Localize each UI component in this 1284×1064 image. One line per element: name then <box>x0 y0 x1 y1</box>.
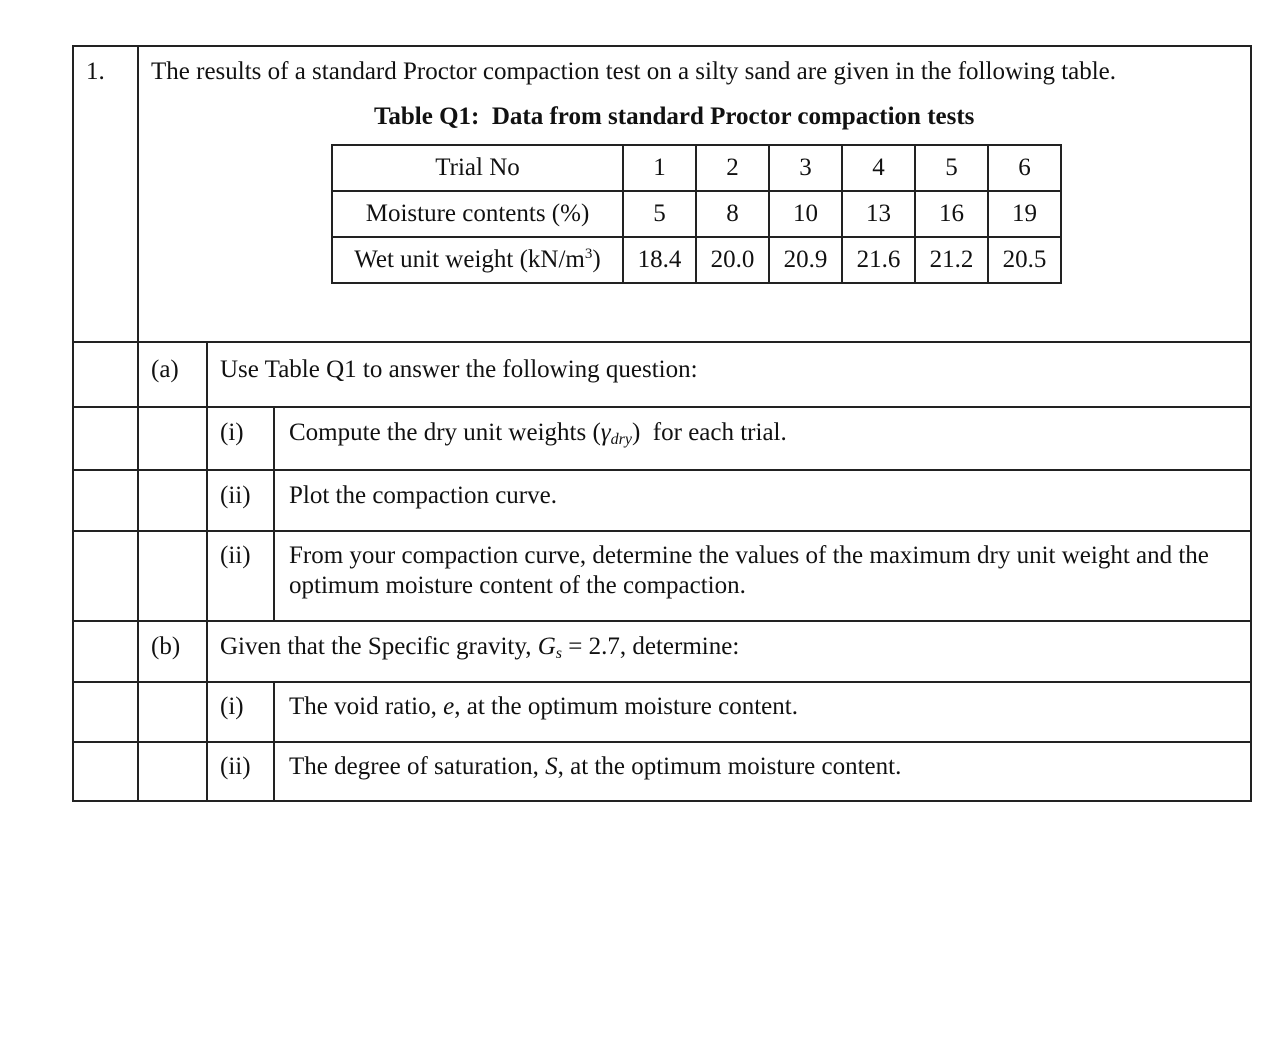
question-number: 1. <box>86 58 105 85</box>
table-cell: 5 <box>623 191 696 237</box>
border-row-a-ii <box>72 469 1252 471</box>
table-cell: 5 <box>915 145 988 191</box>
table-cell: 16 <box>915 191 988 237</box>
part-b-i-text <box>289 692 798 722</box>
table-row <box>332 191 1061 237</box>
part-b-ii-text <box>289 752 901 782</box>
part-a-text: Use Table Q1 to answer the following question: <box>220 356 698 383</box>
table-cell: 19 <box>988 191 1061 237</box>
part-b-ii-label: (ii) <box>220 753 251 780</box>
border-part-col <box>206 341 208 802</box>
border-left <box>72 45 74 802</box>
text-segment: Compute the dry unit weights ( <box>289 419 601 446</box>
table-cell: 20.9 <box>769 237 842 283</box>
part-b-text <box>220 632 739 662</box>
table-cell: 13 <box>842 191 915 237</box>
gamma-symbol: γ <box>600 419 611 446</box>
border-row-a-i <box>72 406 1252 408</box>
row-header-label: Wet unit weight (kN/m <box>354 246 585 273</box>
text-segment: = 2.7, determine: <box>562 633 740 660</box>
table-row <box>332 145 1061 191</box>
table-cell: 6 <box>988 145 1061 191</box>
table-cell: 1 <box>623 145 696 191</box>
part-b-i-label: (i) <box>220 693 244 720</box>
text-segment: The degree of saturation, <box>289 753 546 780</box>
table-cell: 20.0 <box>696 237 769 283</box>
s-symbol: S <box>545 753 558 780</box>
table-cell: 4 <box>842 145 915 191</box>
part-a-i-label: (i) <box>220 419 244 446</box>
table-cell: 20.5 <box>988 237 1061 283</box>
row-header-trial: Trial No <box>332 145 623 191</box>
part-a-iii-label: (ii) <box>220 542 251 569</box>
table-cell: 10 <box>769 191 842 237</box>
text-segment: The void ratio, <box>289 693 444 720</box>
proctor-data-table <box>331 144 1062 284</box>
part-a-ii-text: Plot the compaction curve. <box>289 482 557 509</box>
border-row-b-ii <box>72 741 1252 743</box>
row-header-moisture: Moisture contents (%) <box>332 191 623 237</box>
border-row-b <box>72 620 1252 622</box>
part-a-iii-text: From your compaction curve, determine the values of the maximum dry unit weight and the optimum moisture content of the compaction. <box>289 542 1209 599</box>
row-header-close: ) <box>592 246 601 273</box>
part-b-label: (b) <box>151 633 181 660</box>
border-row-b-i <box>72 681 1252 683</box>
table-cell: 3 <box>769 145 842 191</box>
part-a-i-text <box>289 418 787 448</box>
part-a-ii-label: (ii) <box>220 482 251 509</box>
table-cell: 21.2 <box>915 237 988 283</box>
s-subscript: s <box>555 645 563 662</box>
border-sub-col-b <box>273 681 275 802</box>
border-number-col <box>137 45 139 802</box>
border-bottom <box>72 800 1252 802</box>
table-cell: 8 <box>696 191 769 237</box>
e-symbol: e <box>443 693 455 720</box>
g-symbol: G <box>537 633 556 660</box>
text-segment: ) for each trial. <box>631 419 787 446</box>
border-row-a-iii <box>72 530 1252 532</box>
table-cell: 2 <box>696 145 769 191</box>
border-right <box>1250 45 1252 802</box>
part-a-label: (a) <box>151 356 179 383</box>
text-segment: Given that the Specific gravity, <box>220 633 538 660</box>
table-caption: Table Q1: Data from standard Proctor compaction tests <box>374 103 975 130</box>
table-cell: 21.6 <box>842 237 915 283</box>
table-cell: 18.4 <box>623 237 696 283</box>
unit-exponent: 3 <box>584 246 593 262</box>
border-top <box>72 45 1252 47</box>
border-sub-col-a <box>273 406 275 622</box>
text-segment: , at the optimum moisture content. <box>454 693 798 720</box>
dry-subscript: dry <box>610 431 632 448</box>
border-row-a <box>72 341 1252 343</box>
table-row <box>332 237 1061 283</box>
row-header-wet-unit-weight <box>332 237 623 283</box>
text-segment: , at the optimum moisture content. <box>557 753 902 780</box>
question-intro: The results of a standard Proctor compaction test on a silty sand are given in the following table. <box>151 58 1117 85</box>
